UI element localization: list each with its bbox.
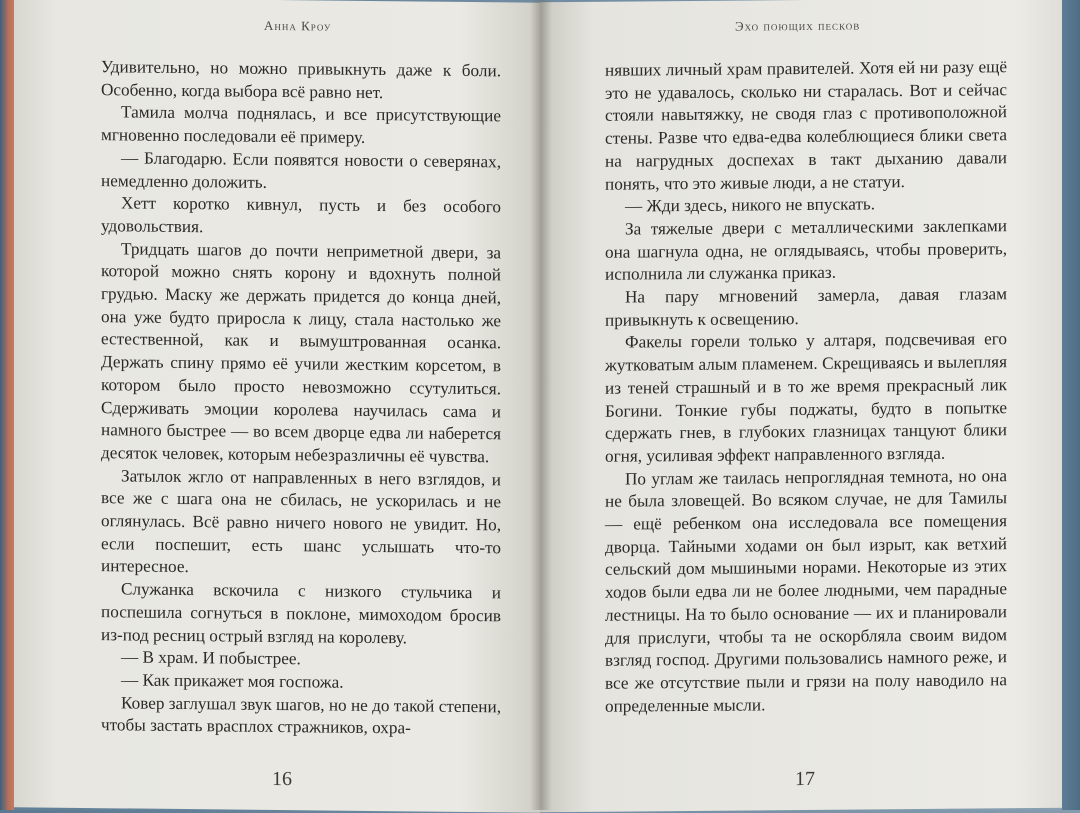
book-cover-edge-left — [0, 0, 14, 810]
paragraph: Затылок жгло от направленных в него взглядов, и все же с шага она не сбилась, не ускорилась и не оглянулась. Всё равно ничего нового не увидит. Но, если поспешит, есть шанс услышать что-то интересное. — [101, 466, 501, 577]
left-running-header: Анна Кроу — [264, 17, 332, 34]
paragraph: Служанка вскочила с низкого стульчика и поспешила согнуться в поклоне, мимоходом бросив из-под ресниц острый взгляд на королеву. — [101, 579, 501, 647]
paragraph: За тяжелые двери с металлическими заклепками она шагнула одна, не оглядываясь, чтобы проверить, исполнила ли служанка приказ. — [605, 216, 1007, 285]
paragraph: — Как прикажет моя госпожа. — [121, 670, 344, 692]
left-page — [14, 0, 540, 813]
right-page-body-text — [605, 56, 1007, 718]
paragraph: Хетт коротко кивнул, пусть и без особого удовольствия. — [101, 193, 501, 237]
paragraph: Факелы горели только у алтаря, подсвечивая его жутковатым алым пламенем. Скрещиваясь и вылепляя из теней страшный и в то же время прекрасный лик Богини. Тонкие губы поджаты, будто в попытке сдержать гнев, в глубоких глазницах танцуют блики огня, усиливая эффект направленного взгляда. — [605, 329, 1007, 466]
right-running-header: Эхо поющих песков — [735, 17, 861, 34]
paragraph: Удивительно, но можно привыкнуть даже к боли. Особенно, когда выбора всё равно нет. — [101, 57, 501, 102]
paragraph: — Жди здесь, никого не впускать. — [625, 194, 876, 216]
paragraph: Тридцать шагов до почти неприметной двери, за которой можно снять корону и вдохнуть полной грудью. Маску же держать придется до конца дней, она уже будто приросла к лицу, стала настолько же естественной, как и вымуштрованная осанка. Держать спину прямо её учили жестким корсетом, в котором было просто невозможно ссутулиться. Сдерживать эмоции королева научилась сама и намного быстрее — во всем дворце едва ли наберется десяток человек, которым небезразличны её чувства. — [101, 238, 501, 467]
right-page — [540, 0, 1068, 812]
book-spine-gutter — [530, 0, 552, 810]
paragraph: По углам же таилась непроглядная темнота, но она не была зловещей. Во всяком случае, не для Тамилы — ещё ребенком она исследовала все помещения дворца. Тайными ходами он был изрыт, как ветхий сельский дом мышиными норами. Некоторые из этих ходов были едва ли не более людными, чем парадные лестницы. На то было основание — их и планировали для прислуги, чтобы та не оскорбляла своим видом взгляд господ. Другими пользовались намного реже, и все же отсутствие пыли и грязи на полу наводило на определенные мысли. — [605, 465, 1007, 716]
paragraph: — Благодарю. Если появятся новости о северянах, немедленно доложить. — [101, 148, 501, 192]
right-page-number: 17 — [795, 767, 815, 791]
paragraph: Тамила молча поднялась, и все присутствующие мгновенно последовали её примеру. — [101, 102, 501, 148]
paragraph: Ковер заглушал звук шагов, но не до такой степени, чтобы застать врасплох стражников, охра- — [101, 693, 501, 738]
paragraph: На пару мгновений замерла, давая глазам привыкнуть к освещению. — [605, 284, 1007, 330]
left-page-number: 16 — [272, 767, 292, 791]
left-page-body-text — [101, 56, 501, 741]
paragraph: нявших личный храм правителей. Хотя ей ни разу ещё это не удавалось, сколько ни старалась. Вот и сейчас стояли навытяжку, не сводя глаз с противоположной стены. Разве что едва-едва колеблющиеся блики света на нагрудных доспехах в такт дыханию давали понять, что это живые люди, а не статуи. — [605, 57, 1007, 194]
paragraph: — В храм. И побыстрее. — [121, 647, 301, 669]
background-edge-right — [1062, 0, 1080, 810]
